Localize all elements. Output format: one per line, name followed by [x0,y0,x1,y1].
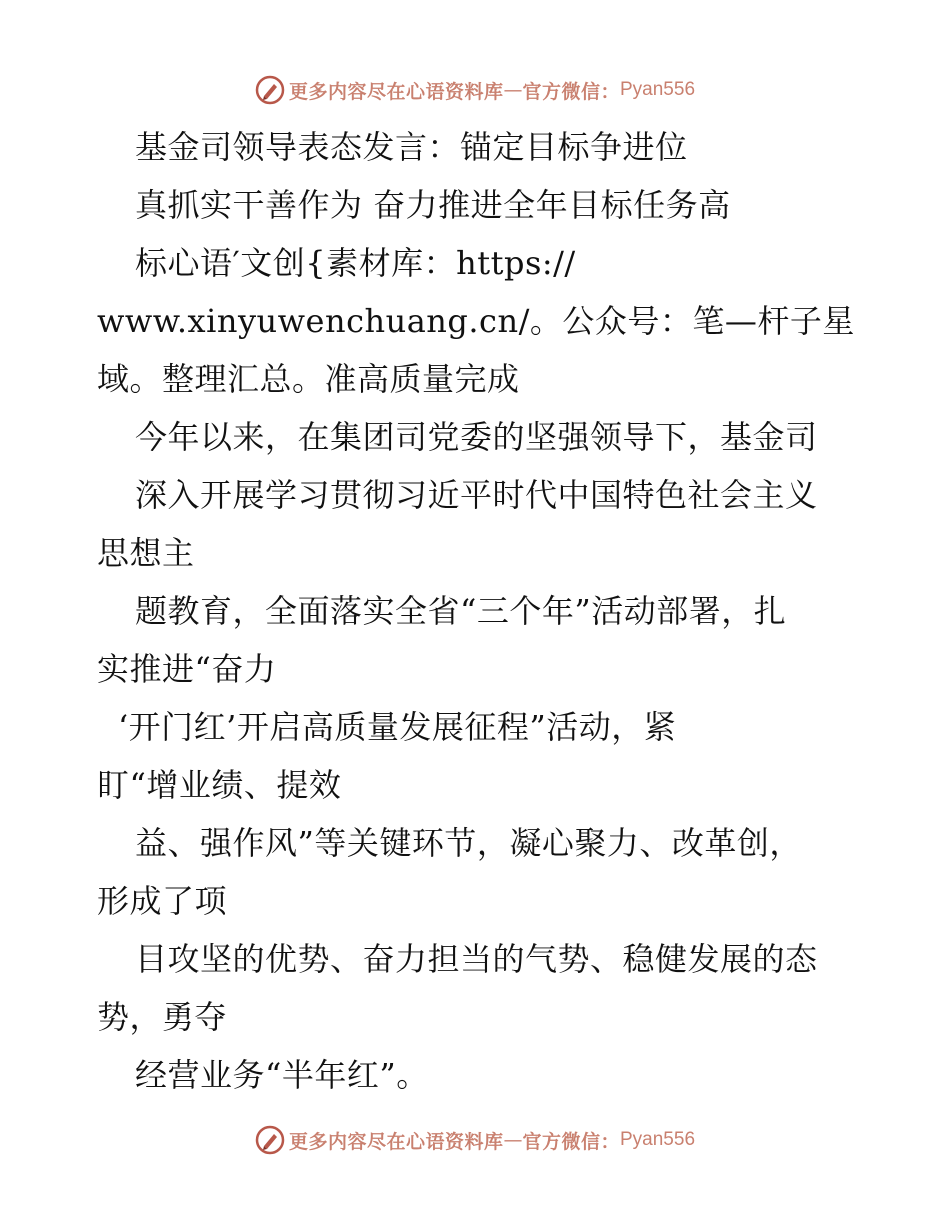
banner-separator: — [503,79,523,101]
paragraph-line-11: 势，勇夺 [97,998,228,1036]
banner-id: Pyan556 [620,1129,696,1150]
footer-banner [0,1120,950,1160]
banner-separator: — [503,1129,523,1151]
title-line-4: www.xinyuwenchuang.cn/。公众号：笔—杆子星 [97,302,855,340]
header-banner [0,70,950,110]
paragraph-line-7: 盯“增业绩、提效 [97,766,342,804]
title-line-1: 基金司领导表态发言：锚定目标争进位 [135,128,688,166]
title-line-2: 真抓实干善作为 奋力推进全年目标任务高 [135,186,731,224]
paragraph-line-2: 深入开展学习贯彻习近平时代中国特色社会主义 [135,476,818,514]
pen-logo-icon [255,1125,285,1155]
banner-text: 更多内容尽在心语资料库 [288,1130,504,1153]
title-line-3: 标心语′文创{素材库：https:// [135,244,576,282]
banner-id: Pyan556 [620,79,696,100]
paragraph-line-9: 形成了项 [97,882,228,920]
title-line-5: 域。整理汇总。准高质量完成 [97,360,520,398]
paragraph-line-1: 今年以来，在集团司党委的坚强领导下，基金司 [135,418,818,456]
paragraph-line-10: 目攻坚的优势、奋力担当的气势、稳健发展的态 [135,940,818,978]
paragraph-line-12: 经营业务“半年红”。 [135,1056,429,1094]
paragraph-line-4: 题教育，全面落实全省“三个年”活动部署，扎 [135,592,787,630]
paragraph-line-6: ‘开门红’开启高质量发展征程”活动，紧 [118,708,677,746]
banner-text: 更多内容尽在心语资料库 [288,80,504,103]
banner-label: 官方微信： [522,1130,620,1153]
paragraph-line-8: 益、强作风”等关键环节，凝心聚力、改革创， [135,824,802,862]
banner-label: 官方微信： [522,80,620,103]
paragraph-line-5: 实推进“奋力 [97,650,277,688]
paragraph-line-3: 思想主 [97,534,195,572]
pen-logo-icon [255,75,285,105]
